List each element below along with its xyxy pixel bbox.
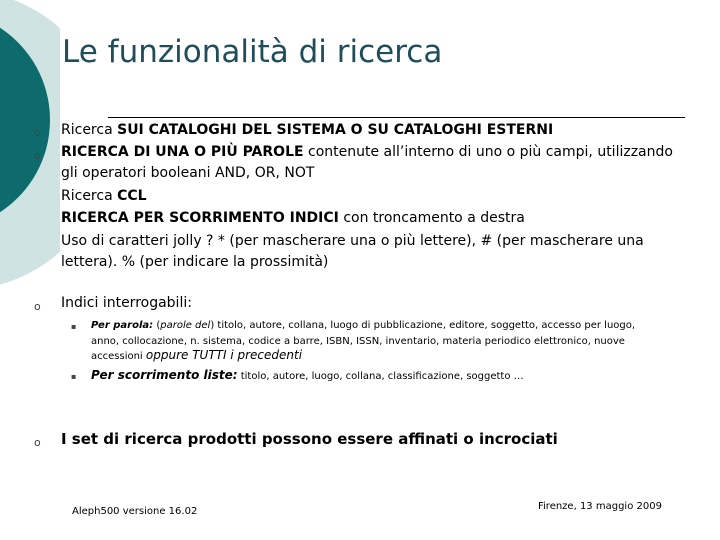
item-ccl <box>61 187 147 205</box>
sub-item-scorrimento-liste <box>91 369 524 383</box>
sub-bullet-1: ▪ <box>71 322 77 331</box>
bullet-1: o <box>34 126 41 139</box>
item-jolly-cont: lettera). % (per indicare la prossimità) <box>61 254 329 270</box>
item-jolly: Uso di caratteri jolly ? * (per mascherare una o più lettere), # (per mascherare una <box>61 233 644 249</box>
text-tutti-precedenti: oppure TUTTI i precedenti <box>145 348 303 362</box>
sub-item-per-parola-l3 <box>91 349 302 363</box>
item-set-ricerca: I set di ricerca prodotti possono essere affinati o incrociati <box>61 430 558 448</box>
text-scorrimento-liste: Per scorrimento liste: <box>91 368 238 382</box>
text-paren-open: ( <box>153 320 161 331</box>
text-ricerca-parole: RICERCA DI UNA O PIÙ PAROLE <box>61 144 304 160</box>
item-ricerca-cataloghi <box>61 121 553 139</box>
text-per-parola: Per parola: <box>91 320 154 331</box>
text-ricerca: Ricerca <box>61 122 118 138</box>
sub-item-per-parola <box>91 319 635 332</box>
text-campi: ) titolo, autore, collana, luogo di pubblicazione, editore, soggetto, accesso per luogo, <box>210 320 636 331</box>
text-ricerca-ccl: Ricerca <box>61 188 118 204</box>
page-title: Le funzionalità di ricerca <box>62 34 443 70</box>
sub-bullet-2: ▪ <box>71 372 77 381</box>
text-troncamento: con troncamento a destra <box>338 210 525 226</box>
sub-item-per-parola-l2: anno, collocazione, n. sistema, codice a barre, ISBN, ISSN, inventario, materia periodico elettronico, nuove <box>91 336 625 347</box>
text-scorrimento: RICERCA PER SCORRIMENTO INDICI <box>61 210 339 226</box>
text-contenute: contenute all’interno di uno o più campi, utilizzando <box>303 144 673 160</box>
bullet-2: o <box>34 149 41 162</box>
item-scorrimento <box>61 209 525 227</box>
item-operatori: gli operatori booleani AND, OR, NOT <box>61 165 315 181</box>
text-cataloghi: SUI CATALOGHI DEL SISTEMA O SU CATALOGHI ESTERNI <box>117 122 554 138</box>
bullet-4: o <box>34 436 41 449</box>
title-underline <box>108 117 685 118</box>
footer-version: Aleph500 versione 16.02 <box>72 506 198 517</box>
text-accessioni: accessioni <box>91 351 146 362</box>
decorative-teal-shape <box>0 0 60 300</box>
footer-date: Firenze, 13 maggio 2009 <box>538 501 662 512</box>
text-parole-del: parole del <box>160 320 211 331</box>
text-liste-campi: titolo, autore, luogo, collana, classificazione, soggetto … <box>237 371 524 382</box>
item-ricerca-parole <box>61 143 673 161</box>
item-indici: Indici interrogabili: <box>61 295 192 311</box>
text-ccl: CCL <box>117 188 147 204</box>
bullet-3: o <box>34 300 41 313</box>
